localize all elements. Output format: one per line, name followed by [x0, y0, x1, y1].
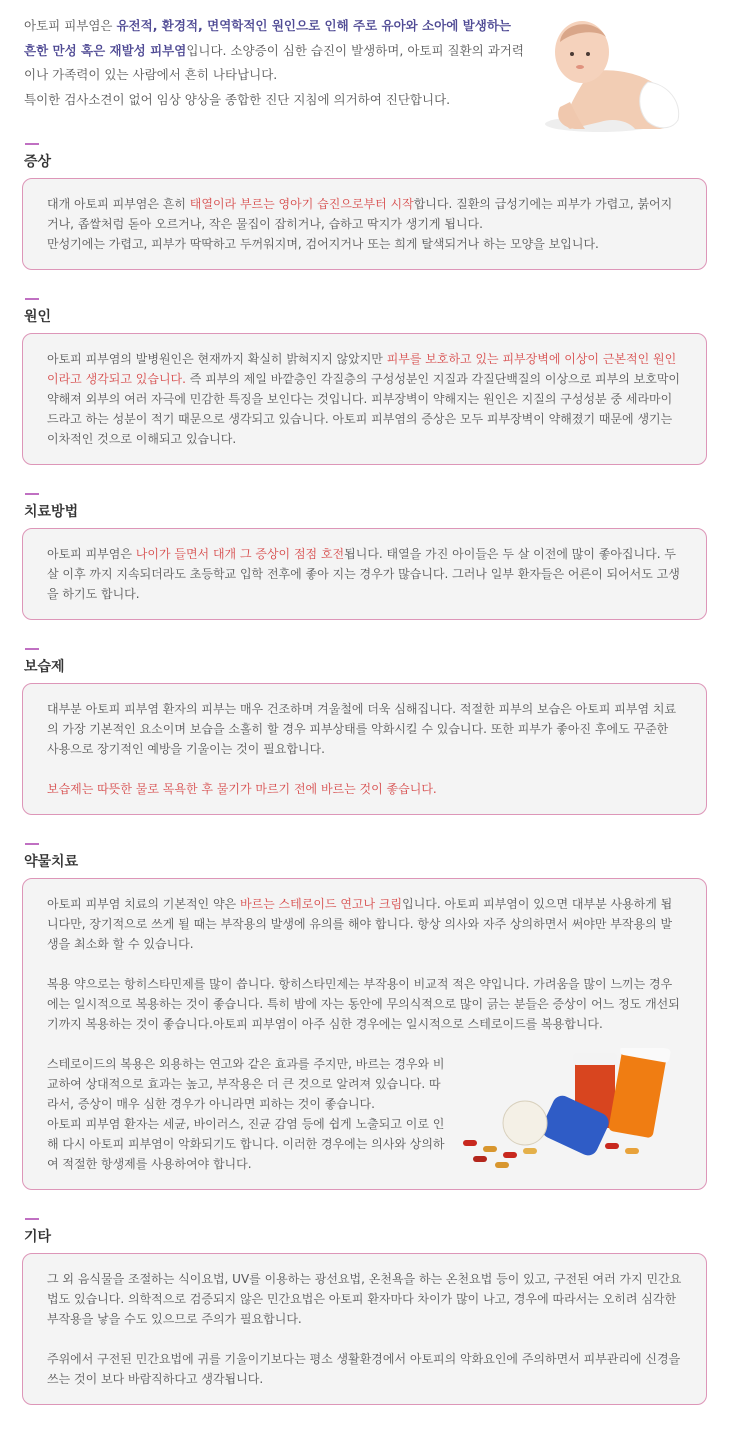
treatment-box	[22, 528, 707, 620]
section-title-text: 원인	[24, 309, 52, 325]
section-title-medication	[24, 851, 78, 871]
title-accent-bar	[25, 1218, 39, 1220]
section-title-cause	[24, 306, 51, 326]
title-accent-bar	[25, 843, 39, 845]
section-title-text: 치료방법	[24, 504, 79, 520]
section-title-moisturizer	[24, 656, 65, 676]
moisturizer-box	[22, 683, 707, 815]
paragraph-text: 합니다. 질환의 급성기에는 피부가 가렵고, 붉어지거나, 좁쌀처럼 돋아 오르거나, 작은 물집이 잡히거나, 습하고 딱지가 생기게 됩니다.	[47, 197, 673, 231]
paragraph-text: 됩니다. 태열을 가진 아이들은 두 살 이전에 많이 좋아집니다. 두 살 이후 까지 지속되더라도 초등학교 입학 전후에 좋아 지는 경우가 많습니다. 그러나 일부 환자들은 어른이 되어서도 고생을 하기도 합니다.	[47, 547, 680, 601]
red-highlight: 나이가 들면서 대개 그 증상이 점점 호전	[135, 547, 345, 561]
red-highlight: 피부를 보호하고 있는 피부장벽에 이상이 근본적인 원인이라고 생각되고 있습니다.	[47, 352, 677, 386]
treatment-paragraph	[47, 544, 682, 604]
cause-box	[22, 333, 707, 465]
paragraph-text: 아토피 피부염의 발병원인은 현재까지 확실히 밝혀지지 않았지만	[47, 352, 387, 366]
symptoms-paragraph	[47, 194, 682, 234]
medication-paragraph: 아토피 피부염 환자는 세균, 바이러스, 진균 감염 등에 쉽게 노출되고 이로 인해 다시 아토피 피부염이 악화되기도 합니다. 이러한 경우에는 의사와 상의하여 적절한 항생제를 사용하여야 합니다.	[47, 1117, 445, 1171]
intro-text-plain: 입니다. 소양증이 심한 습진이 발생하며, 아토피 질환의 과거력이나 가족력이 있는 사람에서 흔히 나타납니다.	[24, 42, 524, 82]
section-title-symptoms	[24, 151, 51, 171]
symptoms-box	[22, 178, 707, 270]
red-highlight: 바르는 스테로이드 연고나 크림	[239, 897, 403, 911]
paragraph-text: 아토피 피부염 치료의 기본적인 약은	[47, 897, 240, 911]
paragraph-text: 즉 피부의 제일 바깥층인 각질층의 구성성분인 지질과 각질단백질의 이상으로 피부의 보호막이 약해져 외부의 여러 자극에 민감한 특징을 보인다는 것입니다. 피부장벽이 약해지는 원인은 지질의 구성성분 중 세라마이드라고 하는 성분이 적기 때문으로 생각되고 있습니다. 아토피 피부염의 증상은 모두 피부장벽이 약해졌기 때문에 생기는 이차적인 것으로 이해되고 있습니다.	[47, 372, 681, 446]
title-accent-bar	[25, 298, 39, 300]
moisturizer-tip: 보습제는 따뜻한 물로 목욕한 후 물기가 마르기 전에 바르는 것이 좋습니다.	[47, 782, 437, 796]
medication-paragraph: 스테로이드의 복용은 외용하는 연고와 같은 효과를 주지만, 바르는 경우와 비교하여 상대적으로 효과는 높고, 부작용은 더 큰 것으로 알려져 있습니다. 따라서, 증상이 매우 심한 경우가 아니라면 피하는 것이 좋습니다.	[47, 1057, 445, 1111]
other-box	[22, 1253, 707, 1405]
paragraph-text: 대개 아토피 피부염은 흔히	[47, 197, 190, 211]
intro-paragraph: 특이한 검사소견이 없어 임상 양상을 종합한 진단 지침에 의거하여 진단합니다.	[24, 91, 451, 107]
intro-text	[24, 14, 524, 112]
intro-paragraph	[24, 14, 524, 88]
section-title-treatment	[24, 501, 78, 521]
title-accent-bar	[25, 648, 39, 650]
baby-illustration	[540, 12, 690, 137]
section-title-text: 기타	[24, 1229, 52, 1245]
paragraph-text: 아토피 피부염은	[47, 547, 136, 561]
section-title-text: 약물치료	[24, 854, 79, 870]
intro-text-plain: 아토피 피부염은	[24, 18, 117, 33]
other-paragraph: 그 외 음식물을 조절하는 식이요법, UV를 이용하는 광선요법, 온천욕을 하는 온천요법 등이 있고, 구전된 여러 가지 민간요법도 있습니다. 의학적으로 검증되지 않은 민간요법은 아토피 환자마다 차이가 많이 나고, 경우에 따라서는 오히려 심각한 부작용을 낳을 수도 있으므로 주의가 필요합니다.	[47, 1272, 682, 1326]
medicine-bottles-illustration	[455, 1048, 680, 1173]
section-title-text: 보습제	[24, 659, 65, 675]
symptoms-paragraph: 만성기에는 가렵고, 피부가 딱딱하고 두꺼워지며, 검어지거나 또는 희게 탈색되거나 하는 모양을 보입니다.	[47, 237, 599, 251]
other-paragraph: 주위에서 구전된 민간요법에 귀를 기울이기보다는 평소 생활환경에서 아토피의 악화요인에 주의하면서 피부관리에 신경을 쓰는 것이 보다 바람직하다고 생각됩니다.	[47, 1352, 681, 1386]
medication-paragraph: 복용 약으로는 항히스타민제를 많이 씁니다. 항히스타민제는 부작용이 비교적 적은 약입니다. 가려움을 많이 느끼는 경우에는 일시적으로 복용하는 것이 좋습니다. 특히 밤에 자는 동안에 무의식적으로 많이 긁는 분들은 증상이 어느 정도 개선되기까지 복용하는 것이 좋습니다.아토피 피부염이 아주 심한 경우에는 일시적으로 스테로이드를 복용합니다.	[47, 977, 680, 1031]
title-accent-bar	[25, 143, 39, 145]
red-highlight: 태열이라 부르는 영아기 습진으로부터 시작	[189, 197, 414, 211]
section-title-other	[24, 1226, 51, 1246]
section-title-text: 증상	[24, 154, 52, 170]
paragraph-text: 입니다. 아토피 피부염이 있으면 대부분 사용하게 됩니다만, 장기적으로 쓰게 될 때는 부작용의 발생에 유의를 해야 합니다. 항상 의사와 자주 상의하면서 써야만 부작용의 발생을 최소화 할 수 있습니다.	[47, 897, 673, 951]
intro-highlight: 유전적, 환경적, 면역학적인 원인으로 인해 주로 유아와 소아에 발생하는 흔한 만성 혹은 재발성 피부염	[24, 18, 511, 58]
cause-paragraph	[47, 349, 682, 449]
medication-paragraph	[47, 894, 682, 954]
moisturizer-paragraph: 대부분 아토피 피부염 환자의 피부는 매우 건조하며 겨울철에 더욱 심해집니다. 적절한 피부의 보습은 아토피 피부염 치료의 가장 기본적인 요소이며 보습을 소홀히 할 경우 피부상태를 악화시킬 수 있습니다. 또한 피부가 좋아진 후에도 꾸준한 사용으로 장기적인 예방을 기울이는 것이 필요합니다.	[47, 702, 677, 756]
title-accent-bar	[25, 493, 39, 495]
